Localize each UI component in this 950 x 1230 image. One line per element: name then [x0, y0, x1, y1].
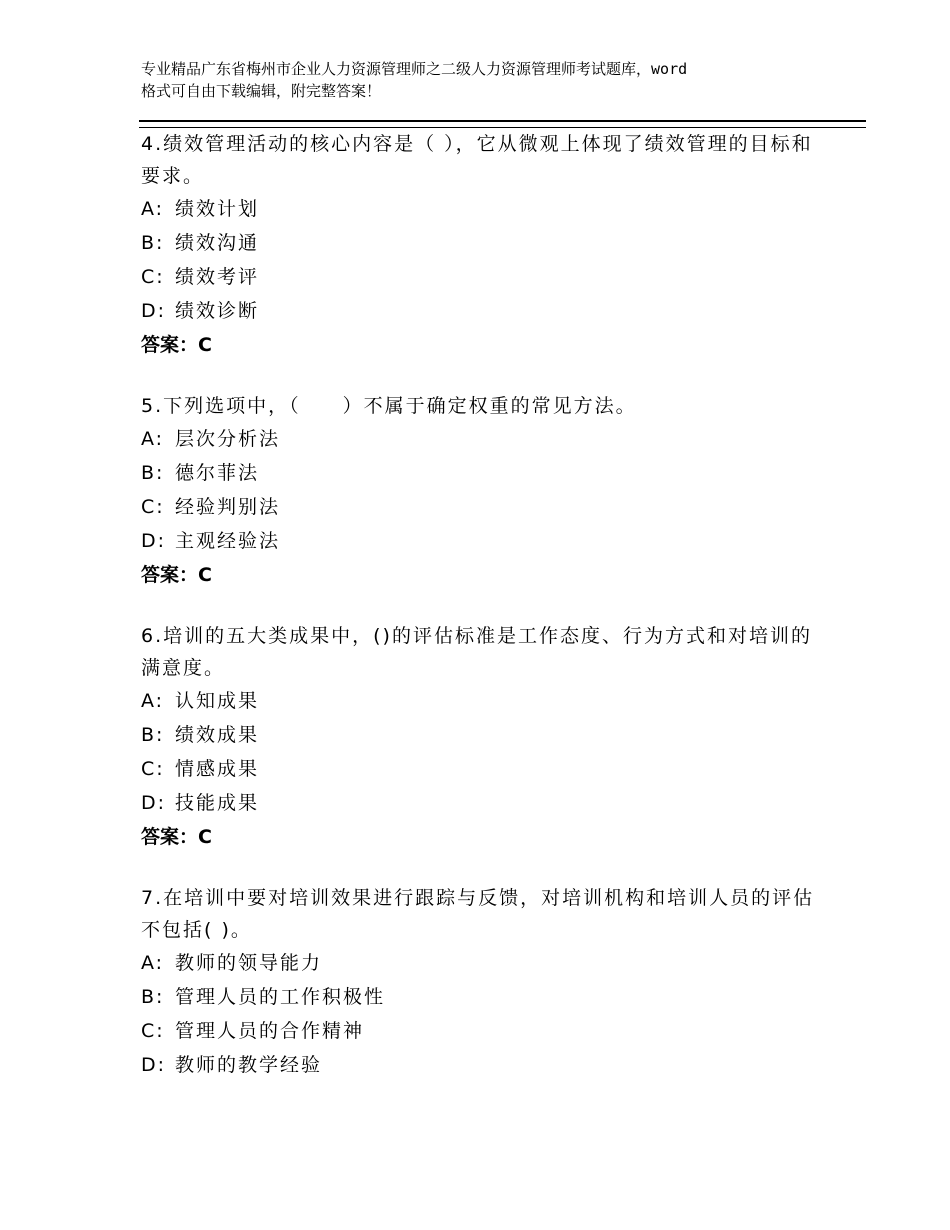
option-text: 绩效沟通	[175, 232, 260, 254]
option-text: 绩效成果	[175, 724, 260, 746]
question-list	[141, 128, 821, 1110]
option-key: D:	[141, 792, 167, 814]
option-text: 经验判别法	[175, 496, 281, 518]
option-b	[141, 718, 821, 752]
question-4	[141, 128, 821, 362]
option-text: 绩效考评	[175, 266, 260, 288]
option-key: D:	[141, 530, 167, 552]
question-stem: 6.培训的五大类成果中，()的评估标准是工作态度、行为方式和对培训的满意度。	[141, 625, 812, 679]
option-c	[141, 260, 821, 294]
option-c	[141, 1014, 821, 1048]
option-d	[141, 1048, 821, 1082]
option-key: C:	[141, 496, 165, 518]
answer-line: 答案：C	[141, 334, 212, 356]
option-text: 主观经验法	[175, 530, 281, 552]
option-key: C:	[141, 1020, 165, 1042]
option-text: 教师的领导能力	[175, 952, 323, 974]
answer-line: 答案：C	[141, 826, 212, 848]
option-text: 绩效诊断	[175, 300, 260, 322]
option-c	[141, 490, 821, 524]
option-key: C:	[141, 758, 165, 780]
option-key: D:	[141, 1054, 167, 1076]
option-d	[141, 294, 821, 328]
document-header	[141, 58, 841, 102]
question-stem: 5.下列选项中，（ ）不属于确定权重的常见方法。	[141, 395, 637, 417]
option-key: A:	[141, 690, 165, 712]
option-text: 认知成果	[175, 690, 260, 712]
option-key: A:	[141, 952, 165, 974]
question-stem: 7.在培训中要对培训效果进行跟踪与反馈，对培训机构和培训人员的评估不包括( )。	[141, 887, 815, 941]
option-text: 绩效计划	[175, 198, 260, 220]
option-text: 层次分析法	[175, 428, 281, 450]
header-line-1: 专业精品广东省梅州市企业人力资源管理师之二级人力资源管理师考试题库，word	[141, 60, 688, 78]
header-line-2: 格式可自由下载编辑，附完整答案！	[141, 82, 382, 100]
option-text: 德尔菲法	[175, 462, 260, 484]
option-d	[141, 786, 821, 820]
answer-line: 答案：C	[141, 564, 212, 586]
option-text: 技能成果	[175, 792, 260, 814]
option-b	[141, 456, 821, 490]
option-b	[141, 226, 821, 260]
question-7	[141, 882, 821, 1082]
question-6	[141, 620, 821, 854]
option-key: B:	[141, 462, 165, 484]
option-key: A:	[141, 198, 165, 220]
option-key: D:	[141, 300, 167, 322]
option-text: 管理人员的合作精神	[175, 1020, 365, 1042]
question-stem: 4.绩效管理活动的核心内容是（ ），它从微观上体现了绩效管理的目标和要求。	[141, 133, 813, 187]
option-a	[141, 684, 821, 718]
option-key: C:	[141, 266, 165, 288]
option-text: 管理人员的工作积极性	[175, 986, 386, 1008]
option-c	[141, 752, 821, 786]
option-d	[141, 524, 821, 558]
option-text: 情感成果	[175, 758, 260, 780]
option-key: B:	[141, 986, 165, 1008]
option-a	[141, 946, 821, 980]
option-b	[141, 980, 821, 1014]
option-key: B:	[141, 724, 165, 746]
header-divider	[139, 120, 866, 128]
question-5	[141, 390, 821, 592]
option-key: A:	[141, 428, 165, 450]
option-text: 教师的教学经验	[175, 1054, 323, 1076]
option-a	[141, 422, 821, 456]
option-key: B:	[141, 232, 165, 254]
option-a	[141, 192, 821, 226]
